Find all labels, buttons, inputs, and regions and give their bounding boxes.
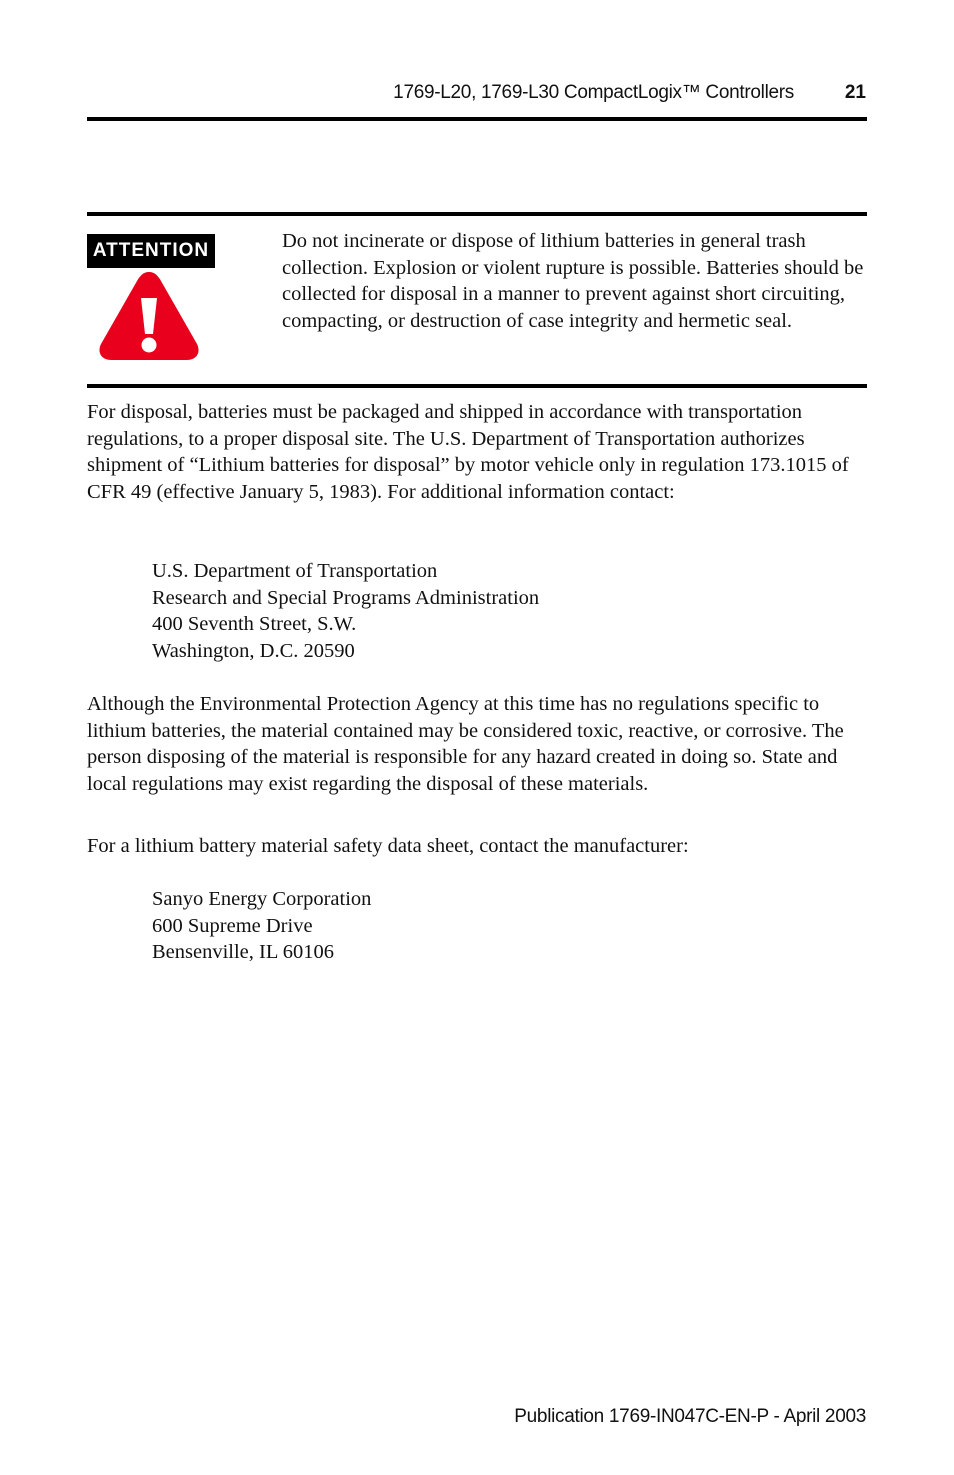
- msds-paragraph: For a lithium battery material safety data sheet, contact the manufacturer:: [87, 835, 689, 857]
- attention-top-rule: [87, 212, 867, 216]
- epa-paragraph: Although the Environmental Protection Agency at this time has no regulations specific to lithium batteries, the material contained may be considered toxic, reactive, or corrosive. The person disposing of the material is responsible for any hazard created in doing so. State and local regulations may exist regarding the disposal of these materials.: [87, 693, 844, 795]
- publication-footer: Publication 1769-IN047C-EN-P - April 2003: [514, 1406, 866, 1427]
- attention-label: ATTENTION: [87, 234, 215, 268]
- address-line: Washington, D.C. 20590: [152, 639, 355, 662]
- running-header-title: 1769-L20, 1769-L30 CompactLogix™ Controllers: [393, 82, 794, 103]
- manufacturer-address-block: [152, 886, 752, 966]
- address-line: 600 Supreme Drive: [152, 914, 313, 937]
- address-line: Sanyo Energy Corporation: [152, 888, 372, 910]
- attention-message: Do not incinerate or dispose of lithium batteries in general trash collection. Explosion or violent rupture is possible. Batteries should be collected for disposal in a manner to prevent against short circuiting, compacting, or destruction of case integrity and hermetic seal.: [282, 230, 864, 332]
- address-line: 400 Seventh Street, S.W.: [152, 613, 357, 636]
- address-line: Research and Special Programs Administration: [152, 586, 540, 609]
- header-rule: [87, 117, 867, 121]
- disposal-paragraph: For disposal, batteries must be packaged and shipped in accordance with transportation regulations, to a proper disposal site. The U.S. Department of Transportation authorizes shipment of “Lithium batteries for disposal” by motor vehicle only in regulation 173.1015 of CFR 49 (effective January 5, 1983). For additional information contact:: [87, 401, 849, 503]
- attention-bottom-rule: [87, 384, 867, 388]
- address-line: U.S. Department of Transportation: [152, 560, 438, 582]
- address-line: Bensenville, IL 60106: [152, 941, 334, 964]
- dot-address-block: [152, 558, 752, 664]
- page-number: 21: [844, 82, 866, 103]
- warning-triangle-icon: [97, 268, 201, 362]
